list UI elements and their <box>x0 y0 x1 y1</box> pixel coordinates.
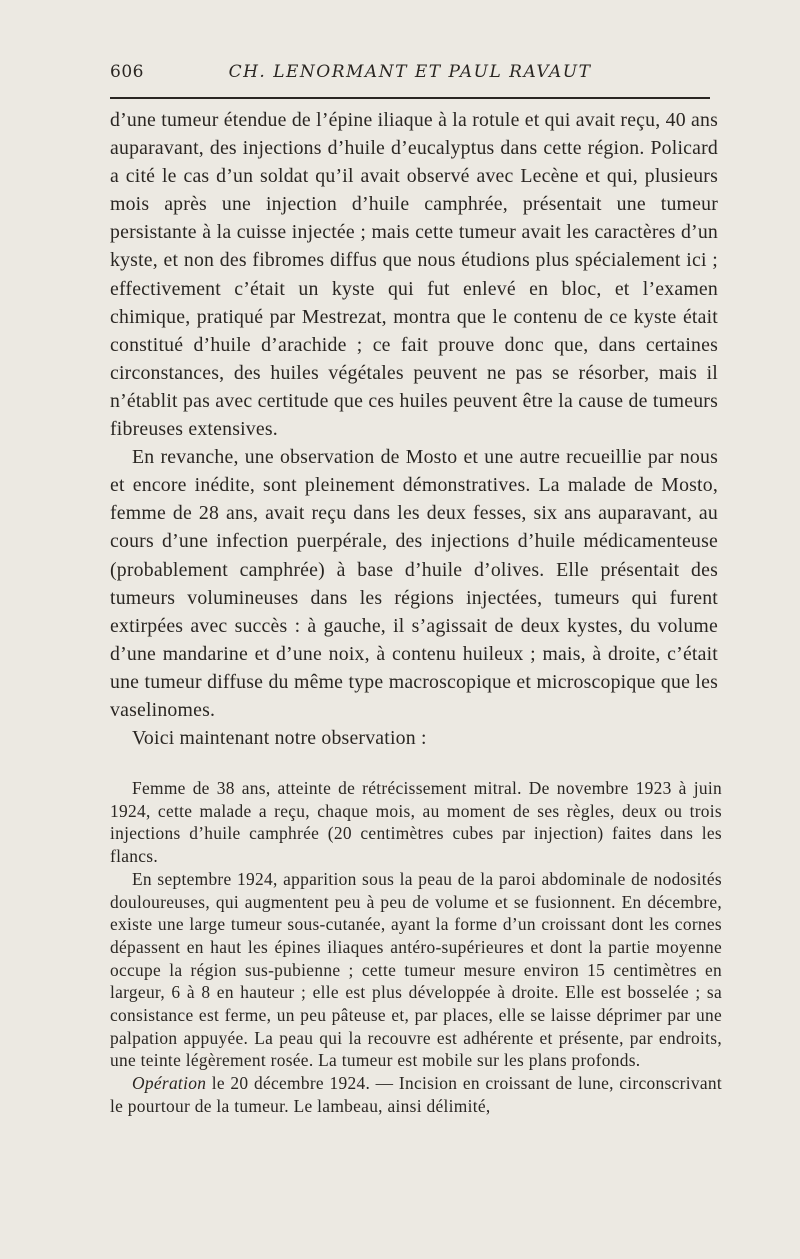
running-title: CH. LENORMANT ET PAUL RAVAUT <box>228 62 592 82</box>
observation-paragraph: En septembre 1924, apparition sous la peau de la paroi abdominale de nodosités douloureuses, qui augmentent peu à peu de volume et se fusionnent. En décembre, existe une large tumeur sous-cutanée, ayant la forme d’un croissant dont les cornes dépassent en haut les épines iliaques antéro-supérieures et dont la partie moyenne occupe la région sus-pubienne ; cette tumeur mesure environ 15 centimètres en largeur, 6 à 8 en hauteur ; elle est plus développée à droite. Elle est bosselée ; sa consistance est ferme, un peu pâteuse et, par places, elle se laisse déprimer par une palpation appuyée. La peau qui la recouvre est adhérente et présente, par endroits, une teinte légèrement rosée. La tumeur est mobile sur les plans profonds. <box>110 868 722 1071</box>
operation-label: Opération <box>132 1073 207 1094</box>
main-text <box>110 106 718 752</box>
paragraph: Voici maintenant notre observation : <box>132 727 427 750</box>
paragraph: En revanche, une observation de Mosto et une autre recueillie par nous et encore inédite, sont pleinement démonstratives. La malade de Mosto, femme de 28 ans, avait reçu dans les deux fesses, six ans auparavant, au cours d’une infection puerpérale, des injections d’huile médicamenteuse (probablement camphrée) à base d’huile d’olives. Elle présentait des tumeurs volumineuses dans les régions injectées, tumeurs qui furent extirpées avec succès : à gauche, il s’agissait de deux kystes, du volume d’une mandarine et d’une noix, à contenu huileux ; mais, à droite, c’était une tumeur diffuse du même type macroscopique et microscopique que les vaselinomes. <box>110 446 718 721</box>
header-rule <box>110 97 710 99</box>
page-header <box>110 62 710 90</box>
paragraph: d’une tumeur étendue de l’épine iliaque à la rotule et qui avait reçu, 40 ans auparavant, des injections d’huile d’eucalyptus dans cette région. Policard a cité le cas d’un soldat qu’il avait observé avec Lecène et qui, plusieurs mois après une injection d’huile camphrée, présentait une tumeur persistante à la cuisse injectée ; mais cette tumeur avait les caractères d’un kyste, et non des fibromes diffus que nous étudions plus spécialement ici ; effectivement c’était un kyste qui fut enlevé en bloc, et l’examen chimique, pratiqué par Mestrezat, montra que le contenu de ce kyste était constitué d’huile d’arachide ; ce fait prouve donc que, dans certaines circonstances, des huiles végétales peuvent ne pas se résorber, mais il n’établit pas avec certitude que ces huiles peuvent être la cause de tumeurs fibreuses extensives. <box>110 109 718 441</box>
page-number: 606 <box>110 62 144 82</box>
operation-text: le 20 décembre 1924. — Incision en croissant de lune, circonscrivant le pourtour de la tumeur. Le lambeau, ainsi délimité, <box>110 1073 722 1116</box>
observation-text <box>110 777 722 1118</box>
operation-paragraph <box>110 1072 722 1117</box>
observation-paragraph: Femme de 38 ans, atteinte de rétrécissement mitral. De novembre 1923 à juin 1924, cette malade a reçu, chaque mois, au moment de ses règles, deux ou trois injections d’huile camphrée (20 centimètres cubes par injection) faites dans les flancs. <box>110 778 722 867</box>
